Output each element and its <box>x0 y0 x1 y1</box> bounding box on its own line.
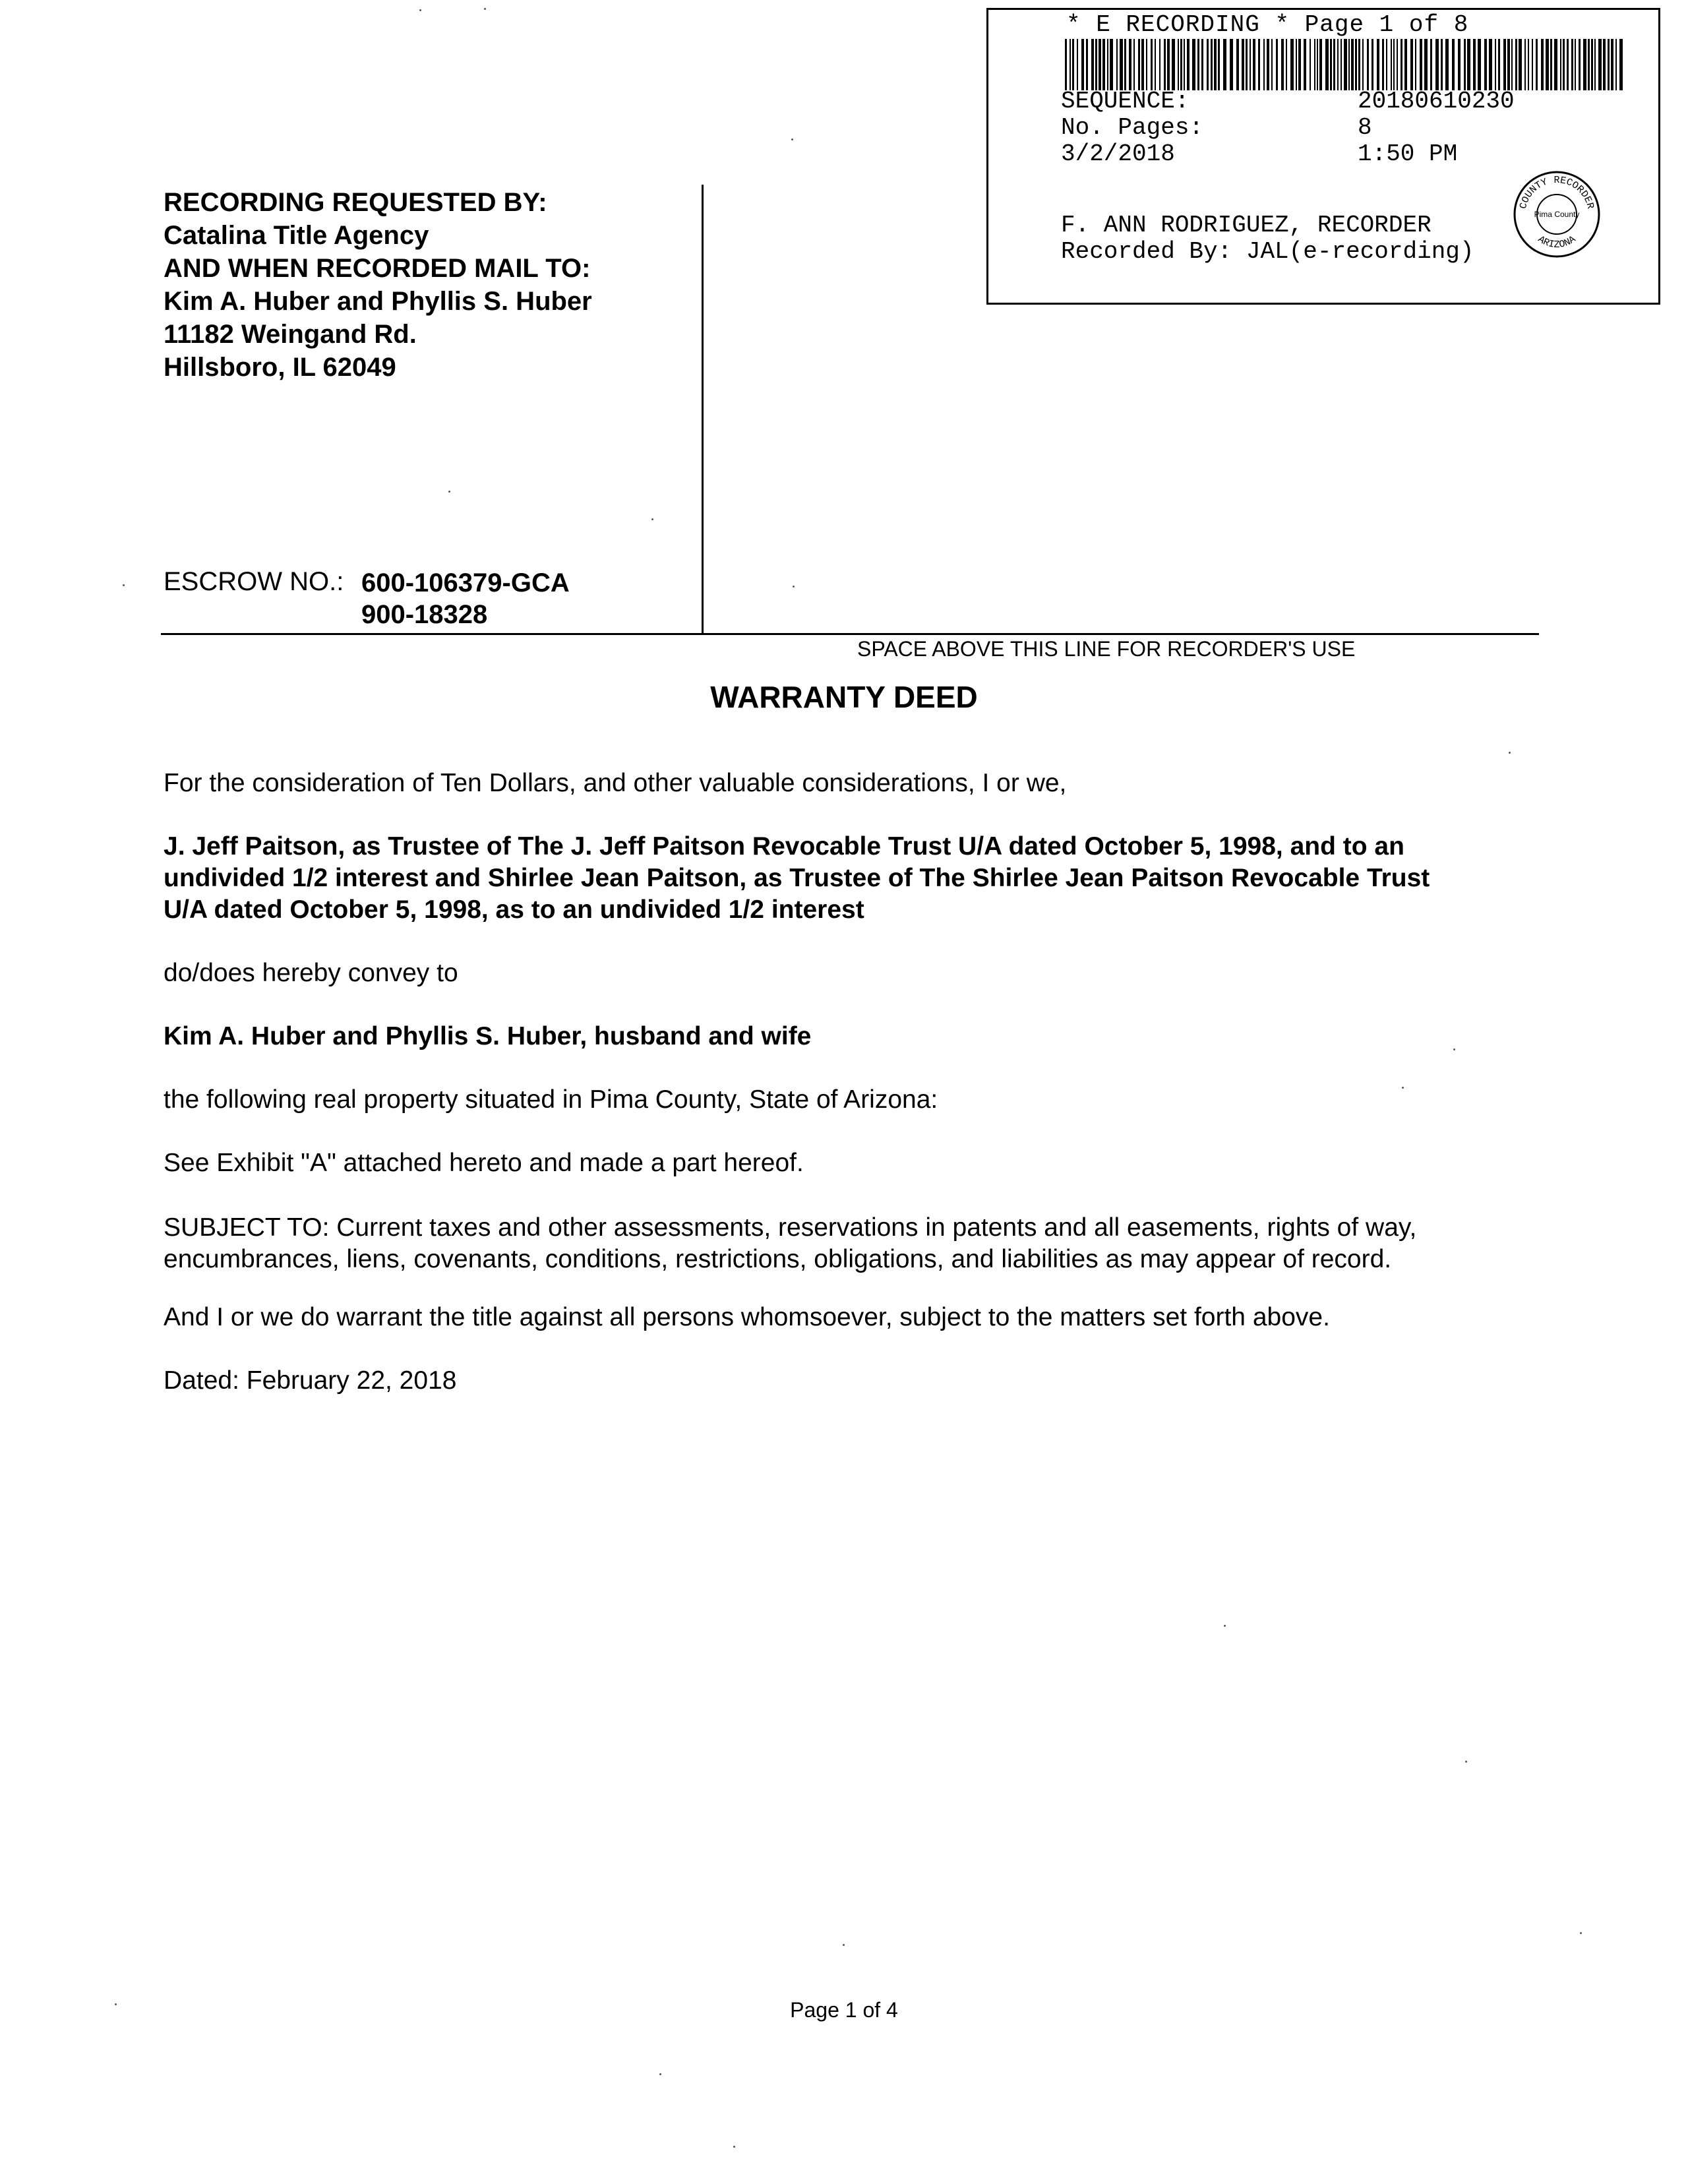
barcode-bar <box>1116 39 1118 90</box>
sequence-value: 20180610230 <box>1358 88 1515 115</box>
grantor-paragraph <box>164 831 1555 926</box>
scan-speck <box>1580 1932 1582 1934</box>
barcode-bar <box>1159 39 1160 90</box>
barcode-bar <box>1218 39 1220 90</box>
barcode-bar <box>1355 39 1357 90</box>
scan-speck <box>484 8 486 10</box>
recording-time: 1:50 PM <box>1358 140 1458 167</box>
barcode-bar <box>1110 39 1113 90</box>
subject-to-line-1: SUBJECT TO: Current taxes and other assessments, reservations in patents and all easements, rights of way, <box>164 1213 1417 1242</box>
barcode-bar <box>1330 39 1332 90</box>
scan-speck <box>115 2003 117 2005</box>
barcode-bar <box>1351 39 1354 90</box>
scan-speck <box>448 491 450 493</box>
barcode-bar <box>1430 39 1432 90</box>
barcode-bar <box>1571 39 1573 90</box>
property-text: the following real property situated in Pima County, State of Arizona: <box>164 1085 938 1114</box>
recording-requested-heading: RECORDING REQUESTED BY: <box>164 188 547 217</box>
barcode-bar <box>1420 39 1422 90</box>
barcode-bar <box>1242 39 1244 90</box>
barcode-bar <box>1304 39 1306 90</box>
warranty-text: And I or we do warrant the title against all persons whomsoever, subject to the matters set forth above. <box>164 1303 1330 1331</box>
scan-speck <box>659 2073 661 2075</box>
barcode-bar <box>1314 39 1315 90</box>
barcode-bar <box>1151 39 1153 90</box>
recorded-by: Recorded By: JAL(e-recording) <box>1061 238 1474 265</box>
scan-speck <box>419 9 421 11</box>
grantee-text: Kim A. Huber and Phyllis S. Huber, husband and wife <box>164 1022 812 1050</box>
barcode-bar <box>1296 39 1297 90</box>
barcode-bar <box>1563 39 1565 90</box>
barcode-bar <box>1192 39 1195 90</box>
scan-speck <box>1453 1048 1455 1050</box>
barcode-bar <box>1146 39 1147 90</box>
barcode-bar <box>1498 39 1500 90</box>
barcode-bar <box>1129 39 1131 90</box>
barcode-bar <box>1253 39 1255 90</box>
barcode-bar <box>1372 39 1373 90</box>
title-agency: Catalina Title Agency <box>164 221 429 250</box>
scan-speck <box>1509 752 1511 754</box>
barcode-bar <box>1588 39 1590 90</box>
barcode-bar <box>1594 39 1596 90</box>
recording-date: 3/2/2018 <box>1061 140 1175 167</box>
stamp-header: * E RECORDING * Page 1 of 8 <box>1066 11 1469 38</box>
barcode-bar <box>1484 39 1487 90</box>
exhibit-text: See Exhibit "A" attached hereto and made a part hereof. <box>164 1149 804 1177</box>
barcode-bar <box>1386 39 1387 90</box>
barcode-bar <box>1184 39 1185 90</box>
barcode-bar <box>1258 39 1260 90</box>
barcode-bar <box>1077 39 1078 90</box>
scan-speck <box>733 2146 735 2148</box>
barcode-bar <box>1528 39 1529 90</box>
escrow-label: ESCROW NO.: <box>164 567 344 596</box>
barcode-bar <box>1341 39 1342 90</box>
barcode-bar <box>1550 39 1552 90</box>
convey-text: do/does hereby convey to <box>164 959 458 987</box>
barcode-bar <box>1211 39 1213 90</box>
seal-center-text: Pima County <box>1534 210 1580 219</box>
dated-text: Dated: February 22, 2018 <box>164 1366 457 1395</box>
pages-value: 8 <box>1358 114 1372 141</box>
barcode-bar <box>1503 39 1506 90</box>
barcode-bar <box>1536 39 1538 90</box>
barcode-bar <box>1441 39 1443 90</box>
barcode-bar <box>1445 39 1449 90</box>
barcode-bar <box>1567 39 1569 90</box>
barcode-bar <box>1263 39 1265 90</box>
barcode-bar <box>1608 39 1610 90</box>
barcode-bar <box>1310 39 1311 90</box>
escrow-number-2: 900-18328 <box>361 600 488 629</box>
barcode-bar <box>1099 39 1101 90</box>
barcode-bar <box>1515 39 1517 90</box>
barcode <box>1065 39 1625 90</box>
scan-speck <box>793 586 795 588</box>
barcode-bar <box>1541 39 1544 90</box>
barcode-bar <box>1452 39 1455 90</box>
sequence-label: SEQUENCE: <box>1061 88 1190 115</box>
mail-to-address-line2: Hillsboro, IL 62049 <box>164 353 396 382</box>
barcode-bar <box>1276 39 1278 90</box>
barcode-bar <box>1478 39 1481 90</box>
seal-bottom-text: ARIZONA <box>1536 233 1578 251</box>
barcode-bar <box>1619 39 1623 90</box>
barcode-bar <box>1532 39 1533 90</box>
barcode-bar <box>1358 39 1360 90</box>
barcode-bar <box>1404 39 1407 90</box>
barcode-bar <box>1290 39 1294 90</box>
barcode-bar <box>1377 39 1379 90</box>
subject-to-paragraph <box>164 1212 1555 1275</box>
barcode-bar <box>1435 39 1439 90</box>
barcode-bar <box>1473 39 1476 90</box>
barcode-bar <box>1325 39 1329 90</box>
mail-to-heading: AND WHEN RECORDED MAIL TO: <box>164 254 591 283</box>
barcode-bar <box>1230 39 1233 90</box>
barcode-bar <box>1391 39 1392 90</box>
barcode-bar <box>1120 39 1123 90</box>
barcode-bar <box>1197 39 1199 90</box>
seal-top-text: COUNTY RECORDER <box>1517 175 1596 210</box>
barcode-bar <box>1223 39 1226 90</box>
vertical-divider <box>702 185 704 633</box>
scan-speck <box>1465 1761 1467 1763</box>
barcode-bar <box>1615 39 1617 90</box>
scan-speck <box>791 138 793 140</box>
scan-speck <box>843 1944 845 1946</box>
barcode-bar <box>1172 39 1175 90</box>
barcode-bar <box>1167 39 1170 90</box>
escrow-numbers <box>361 567 570 630</box>
barcode-bar <box>1495 39 1496 90</box>
barcode-bar <box>1086 39 1088 90</box>
consideration-text: For the consideration of Ten Dollars, and other valuable considerations, I or we, <box>164 769 1067 797</box>
page-footer: Page 1 of 4 <box>790 1998 898 2022</box>
barcode-bar <box>1410 39 1413 90</box>
barcode-bar <box>1133 39 1135 90</box>
barcode-bar <box>1246 39 1248 90</box>
barcode-bar <box>1603 39 1606 90</box>
barcode-bar <box>1207 39 1209 90</box>
recorder-space-divider <box>161 633 1539 635</box>
escrow-number-1: 600-106379-GCA <box>361 568 570 597</box>
scan-speck <box>651 518 653 520</box>
barcode-bar <box>1591 39 1593 90</box>
barcode-bar <box>1095 39 1097 90</box>
barcode-bar <box>1102 39 1105 90</box>
barcode-bar <box>1344 39 1347 90</box>
barcode-bar <box>1214 39 1217 90</box>
barcode-bar <box>1397 39 1398 90</box>
barcode-bar <box>1382 39 1384 90</box>
barcode-bar <box>1458 39 1461 90</box>
barcode-bar <box>1575 39 1576 90</box>
barcode-bar <box>1507 39 1510 90</box>
grantor-line-1: J. Jeff Paitson, as Trustee of The J. Jeff Paitson Revocable Trust U/A dated October 5, 1998, and to an <box>164 832 1404 861</box>
barcode-bar <box>1286 39 1287 90</box>
barcode-bar <box>1178 39 1179 90</box>
barcode-bar <box>1281 39 1284 90</box>
recording-requested-block <box>164 186 592 384</box>
barcode-bar <box>1138 39 1140 90</box>
barcode-bar <box>1298 39 1301 90</box>
barcode-bar <box>1524 39 1526 90</box>
barcode-bar <box>1337 39 1339 90</box>
recorder-name: F. ANN RODRIGUEZ, RECORDER <box>1061 212 1432 239</box>
barcode-bar <box>1250 39 1251 90</box>
scan-speck <box>1402 1087 1404 1089</box>
barcode-bar <box>1611 39 1613 90</box>
barcode-bar <box>1180 39 1182 90</box>
barcode-bar <box>1511 39 1513 90</box>
barcode-bar <box>1155 39 1156 90</box>
barcode-bar <box>1271 39 1273 90</box>
barcode-bar <box>1467 39 1470 90</box>
barcode-bar <box>1489 39 1492 90</box>
recorder-stamp <box>986 8 1660 305</box>
scan-speck <box>123 584 125 586</box>
pages-label: No. Pages: <box>1061 114 1204 141</box>
barcode-bar <box>1583 39 1586 90</box>
barcode-bar <box>1546 39 1549 90</box>
barcode-bar <box>1560 39 1561 90</box>
barcode-bar <box>1519 39 1522 90</box>
barcode-bar <box>1367 39 1369 90</box>
barcode-bar <box>1141 39 1144 90</box>
barcode-bar <box>1187 39 1190 90</box>
barcode-bar <box>1070 39 1071 90</box>
barcode-bar <box>1333 39 1335 90</box>
barcode-bar <box>1598 39 1602 90</box>
barcode-bar <box>1424 39 1428 90</box>
barcode-bar <box>1124 39 1126 90</box>
barcode-bar <box>1072 39 1074 90</box>
barcode-bar <box>1267 39 1269 90</box>
scan-speck <box>1224 1625 1226 1627</box>
barcode-bar <box>1362 39 1364 90</box>
space-above-line-note: SPACE ABOVE THIS LINE FOR RECORDER'S USE <box>857 637 1356 661</box>
grantor-line-2: undivided 1/2 interest and Shirlee Jean Paitson, as Trustee of The Shirlee Jean Paitson Revocable Trust <box>164 864 1430 892</box>
barcode-bar <box>1415 39 1416 90</box>
barcode-bar <box>1554 39 1557 90</box>
subject-to-line-2: encumbrances, liens, covenants, conditions, restrictions, obligations, and liabilities as may appear of record. <box>164 1245 1392 1273</box>
barcode-bar <box>1164 39 1166 90</box>
barcode-bar <box>1236 39 1239 90</box>
barcode-bar <box>1579 39 1581 90</box>
barcode-bar <box>1107 39 1108 90</box>
grantor-line-3: U/A dated October 5, 1998, as to an undivided 1/2 interest <box>164 895 864 924</box>
barcode-bar <box>1401 39 1402 90</box>
barcode-bar <box>1081 39 1084 90</box>
mail-to-address-line1: 11182 Weingand Rd. <box>164 320 417 349</box>
barcode-bar <box>1201 39 1203 90</box>
barcode-bar <box>1065 39 1067 90</box>
barcode-bar <box>1319 39 1322 90</box>
barcode-bar <box>1464 39 1466 90</box>
mail-to-names: Kim A. Huber and Phyllis S. Huber <box>164 287 592 316</box>
barcode-bar <box>1393 39 1395 90</box>
barcode-bar <box>1091 39 1094 90</box>
county-recorder-seal-icon <box>1512 169 1602 259</box>
document-title: WARRANTY DEED <box>710 680 978 714</box>
barcode-bar <box>1317 39 1318 90</box>
barcode-bar <box>1348 39 1350 90</box>
